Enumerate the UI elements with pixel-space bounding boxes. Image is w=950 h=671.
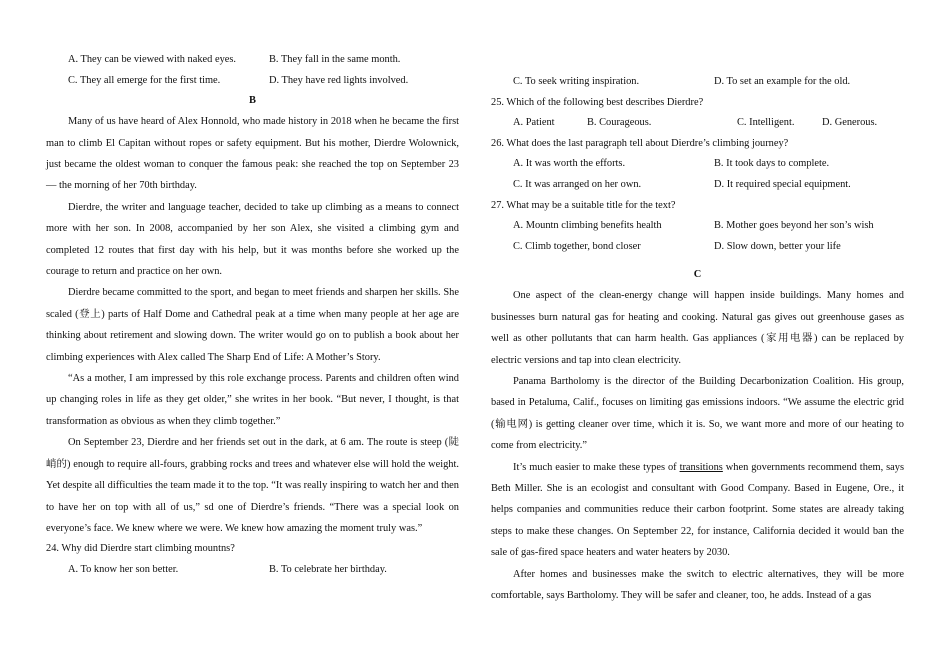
option-row (491, 154, 904, 175)
option-b: B. To celebrate her birthday. (269, 563, 387, 575)
paragraph: On September 23, Dierdre and her friends set out in the dark, at 6 am. The route is steep (陡峭的) enough to require all-fours, grabbing rocks and trees and whatever else will hold the weight. Yet despite all difficulties the team made it to the top. “It was really inspiring to watch her and then to have her on top with all of us,” sd one of Dierdre’s friends. “There was a special look on everyone’s face. We knew where we were. We knew how amazing the moment truly was.” (46, 437, 459, 534)
right-column (491, 72, 904, 606)
option-a: A. They can be viewed with naked eyes. (68, 54, 237, 65)
option-d: D. It required special equipment. (714, 178, 851, 190)
paragraph-text: It’s much easier to make these types of (513, 461, 680, 473)
option-row (491, 216, 904, 237)
paragraph: One aspect of the clean-energy change will happen inside buildings. Many homes and businesses burn natural gas for heating and cooking. Natural gas gives out greenhouse gases as well as other pollutants that can harm health. Gas appliances (家用电器) can be replaced by electric versions and tap into clean electricity. (491, 290, 904, 366)
option-d: D. Slow down, better your life (714, 240, 841, 252)
question-26: 26. What does the last paragraph tell about Dierdre’s climbing journey? (491, 137, 789, 149)
option-b: B. It took days to complete. (714, 158, 830, 170)
question-24: 24. Why did Dierdre start climbing mountns? (46, 543, 235, 555)
option-c: C. It was arranged on her own. (513, 178, 642, 190)
option-d: D. They have red lights involved. (269, 74, 409, 86)
option-d: D. To set an example for the old. (714, 76, 851, 87)
section-c-heading: C (693, 269, 702, 281)
option-a: A. Mountn climbing benefits health (513, 220, 662, 232)
underlined-word: transitions (679, 461, 723, 473)
paragraph: Dierdre, the writer and language teacher, decided to take up climbing as a means to connect more with her son. In 2008, accompanied by her son Alex, she visited a climbing gym and completed 12 routes that first day with his help, but it was months before she worked up the courage to return and practice on her own. (46, 201, 459, 278)
option-c: C. Climb together, bond closer (513, 240, 641, 252)
option-row (491, 237, 904, 258)
option-row (491, 72, 904, 93)
option-c: C. Intelligent. (737, 117, 795, 129)
option-a: A. Patient (513, 117, 555, 129)
option-b: B. Courageous. (587, 117, 652, 129)
option-b: B. They fall in the same month. (269, 54, 401, 65)
option-row (491, 113, 904, 134)
left-column (46, 50, 459, 581)
option-b: B. Mother goes beyond her son’s wish (714, 220, 874, 232)
option-row (491, 175, 904, 196)
option-a: A. To know her son better. (68, 563, 179, 575)
section-b-heading: B (249, 95, 256, 107)
question-25: 25. Which of the following best describes Dierdre? (491, 96, 704, 108)
option-row (46, 50, 459, 71)
question-27: 27. What may be a suitable title for the text? (491, 199, 676, 211)
paragraph: Many of us have heard of Alex Honnold, who made history in 2018 when he became the first man to climb El Capitan without ropes or safety equipment. But his mother, Dierdre Wolownick, just became the oldest woman to conquer the famous peak: she reached the top on September 23 — the morning of her 70th birthday. (46, 116, 459, 192)
paragraph: After homes and businesses make the switch to electric alternatives, they will be more comfortable, says Bartholomy. They will be safer and cleaner, too, he adds. Instead of a gas (491, 568, 904, 602)
paragraph (491, 457, 904, 564)
option-a: A. It was worth the efforts. (513, 158, 626, 170)
option-c: C. They all emerge for the first time. (68, 74, 221, 86)
option-row (46, 560, 459, 581)
option-d: D. Generous. (822, 117, 878, 129)
paragraph: Dierdre became committed to the sport, and began to meet friends and sharpen her skills. She scaled (登上) parts of Half Dome and Cathedral peak at a time when many people at her age are thinking about retirement and slowing down. The writer would go on to publish a book about her climbing experiences with Alex called The Sharp End of Life: A Mother’s Story. (46, 287, 459, 363)
paragraph-text: when governments recommend them, says Beth Miller. She is an ecologist and consultant with Good Company. Based in Eugene, Ore., it helps companies and communities reduce their carbon footprint. Some states are already taking steps to make these changes. On September 22, for instance, California decided it would ban the sale of gas-fired space heaters and water heaters by 2030. (491, 461, 905, 559)
paragraph: Panama Bartholomy is the director of the Building Decarbonization Coalition. His group, based in Petaluma, Calif., focuses on limiting gas emissions indoors. “We assume the electric grid (输电网) is getting cleaner over time, which it is. So, we want more and more of our heating to come from electricity.” (491, 375, 904, 452)
paragraph: “As a mother, I am impressed by this role exchange process. Parents and children often wind up changing roles in life as they get older,” she writes in her book. “But never, I thought, is that transformation as obvious as when they climb together.” (46, 373, 459, 427)
option-row (46, 71, 459, 92)
option-c: C. To seek writing inspiration. (513, 76, 640, 87)
